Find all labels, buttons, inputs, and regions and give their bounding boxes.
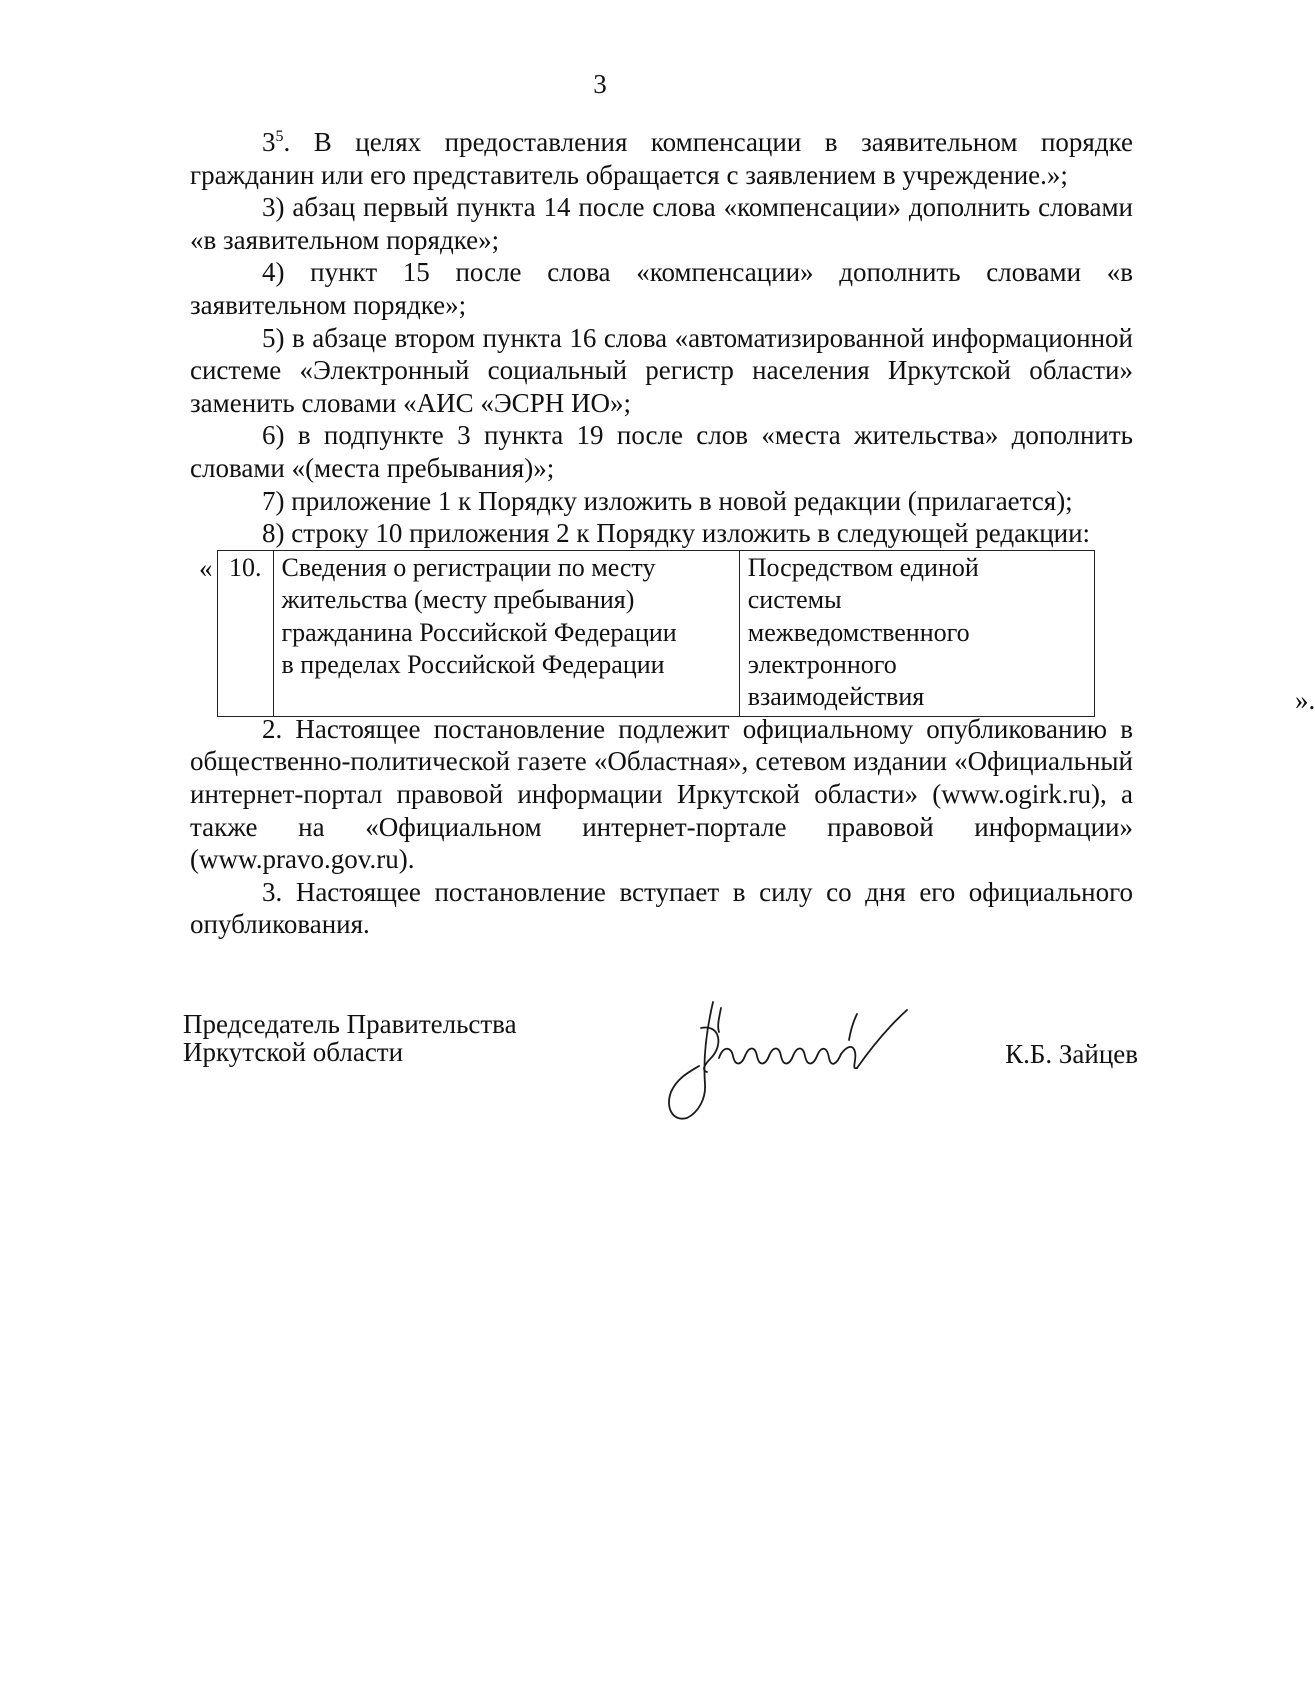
paragraph-item-5: 5) в абзаце втором пункта 16 слова «автоматизированной информационной системе «Электронный социальный регистр населения Иркутской области» заменить словами «АИС «ЭСРН ИО»; xyxy=(190,322,1133,418)
source-line: Посредством единой xyxy=(747,552,979,582)
section-2: 2. Настоящее постановление подлежит официальному опубликованию в общественно-политической газете «Областная», сетевом издании «Официальный интернет-портал правовой информации Иркутской области» (www.ogirk.ru), а также на «Официальном интернет-портале правовой информации» (www.pravo.gov.ru). xyxy=(190,713,1133,875)
description-line: в пределах Российской Федерации xyxy=(281,649,665,679)
paragraph-3-5-text: . В целях предоставления компенсации в заявительном порядке гражданин или его представитель обращается с заявлением в учреждение.»; xyxy=(190,127,1133,190)
paragraph-3-5-number: 3 xyxy=(262,127,276,157)
description-line: гражданина Российской Федерации xyxy=(281,617,677,647)
page-number: 3 xyxy=(593,69,607,99)
description-line: Сведения о регистрации по месту xyxy=(281,552,656,582)
signatory-position xyxy=(183,1010,517,1066)
quote-close: ». xyxy=(1295,684,1315,715)
paragraph-3-5-superscript: 5 xyxy=(275,128,284,145)
paragraph-item-7: 7) приложение 1 к Порядку изложить в новой редакции (прилагается); xyxy=(262,485,1073,516)
row-source-cell xyxy=(739,550,1094,716)
document-body xyxy=(190,126,1315,941)
paragraph-item-4: 4) пункт 15 после слова «компенсации» дополнить словами «в заявительном порядке»; xyxy=(190,257,1133,320)
signatory-position-line: Иркутской области xyxy=(183,1037,404,1067)
row-number-cell: 10. xyxy=(218,550,274,716)
description-line: жительства (месту пребывания) xyxy=(281,585,635,615)
paragraph-item-3: 3) абзац первый пункта 14 после слова «компенсации» дополнить словами «в заявительном порядке»; xyxy=(190,192,1133,255)
quote-open: « xyxy=(199,552,213,583)
row-description-cell xyxy=(273,550,739,716)
paragraph-item-6: 6) в подпункте 3 пункта 19 после слов «места жительства» дополнить словами «(места пребывания)»; xyxy=(190,420,1133,483)
handwritten-signature xyxy=(661,988,931,1128)
paragraph-3-5 xyxy=(190,126,1133,191)
table-row xyxy=(218,550,1095,716)
section-3: 3. Настоящее постановление вступает в силу со дня его официального опубликования. xyxy=(190,876,1133,940)
signature-block xyxy=(183,1010,1138,1140)
amendment-table xyxy=(217,550,1095,717)
signatory-position-line: Председатель Правительства xyxy=(183,1009,517,1039)
source-line: системы xyxy=(747,585,842,615)
amendment-table-block xyxy=(190,550,1315,715)
signatory-name: К.Б. Зайцев xyxy=(1005,1039,1138,1069)
source-line: электронного xyxy=(747,649,897,679)
source-line: межведомственного xyxy=(747,617,970,647)
source-line: взаимодействия xyxy=(747,682,925,712)
paragraph-item-8: 8) строку 10 приложения 2 к Порядку изложить в следующей редакции: xyxy=(262,518,1091,549)
